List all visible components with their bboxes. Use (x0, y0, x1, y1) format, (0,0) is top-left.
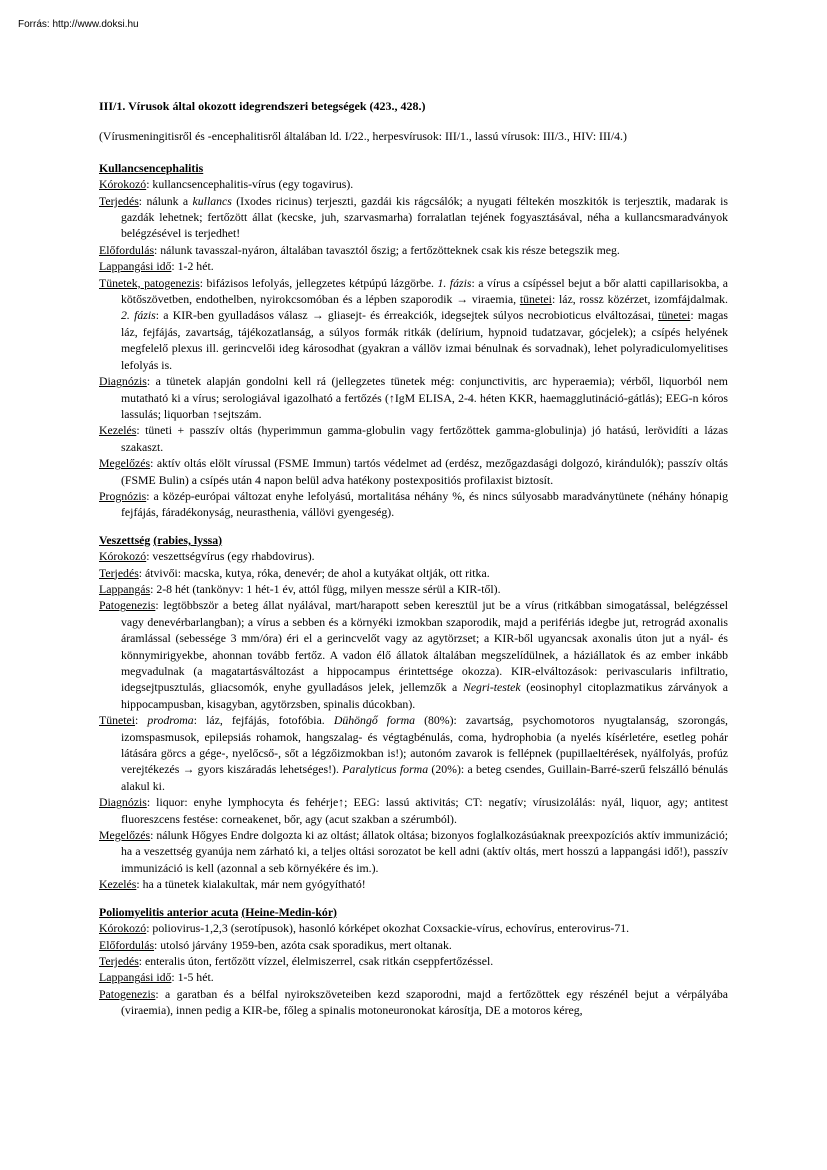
section-polio (99, 904, 728, 1019)
entry-label: Kezelés (99, 423, 137, 438)
section-heading: Veszettség (rabies, lyssa) (99, 532, 223, 547)
entry-text: : nálunk Hőgyes Endre dolgozta ki az oltást; állatok oltása; bizonyos foglalkozásúaknak preexpozíciós aktív immunizáció; ha a veszettség gyanúja nem zárható ki, a teljes oltási sorozatot be kell adni (aktív oltás, mert hosszú a lappangási idő!), passzív immunizáció is kell (azonnal a seb környékére és im.). (121, 828, 728, 875)
entry-text: : enteralis úton, fertőzött vízzel, élelmiszerrel, csak ritkán cseppfertőzéssel. (138, 953, 494, 968)
entry-label: Lappangási idő (99, 970, 172, 985)
entry-text: : 1-5 hét. (171, 970, 214, 985)
sections-container (99, 160, 728, 1019)
entry-label: Lappangás (99, 581, 151, 596)
entry-text: : prodroma: láz, fejfájás, fotofóbia. Dühöngő forma (80%): zavartság, psychomotoros nyugtalanság, szorongás, izomspasmusok, epilepsiás rohamok, hangszalag- és végtagbénulás, coma, hydrophobia (a nyelés kísérletére, esetleg pohár látására görcs a gége-, nyelőcső-, sőt a légzőizmokban is!); autonóm zavarok is fellépnek (pupillaeltérések, nyálfolyás, profúz verejtékezés → gyors kiszáradás lehetséges!). Paralyticus forma (20%): a beteg csendes, Guillain-Barré-szerű felszálló bénulás alakul ki. (121, 713, 729, 793)
entry-paragraph (99, 242, 728, 258)
entry-paragraph (99, 422, 728, 455)
entry-text: : kullancsencephalitis-vírus (egy togavirus). (146, 177, 354, 192)
entry-text: : utolsó járvány 1959-ben, azóta csak sporadikus, mert oltanak. (154, 937, 452, 952)
entry-paragraph (99, 920, 728, 936)
entry-text: : liquor: enyhe lymphocyta és fehérje↑; EEG: lassú aktivitás; CT: negatív; vírusizolálás: nyál, liquor, agy; antitest fluoreszcens festése: corneakenet, bőr, agy (acut szakban a szérumból). (121, 795, 728, 826)
entry-label: Lappangási idő (99, 259, 172, 274)
entry-text: : aktív oltás elölt vírussal (FSME Immun) tartós védelmet ad (erdész, mezőgazdasági dolgozó, kirándulók); passzív oltás (FSME Bulin) a csípés után 4 napon belül adva hatékony postexpositiós profilaxist biztosít. (121, 456, 728, 487)
entry-paragraph (99, 275, 728, 373)
entry-paragraph (99, 597, 728, 712)
entry-label: Terjedés (99, 565, 139, 580)
entry-text: : a garatban és a bélfal nyirokszöveteiben kezd szaporodni, majd a fertőzöttek egy részénél bejut a vérpályába (viraemia), innen pedig a KIR-be, főleg a spinalis motoneuronokat károsítja, DE a motoros kéreg, (121, 986, 728, 1018)
entry-paragraph (99, 455, 728, 488)
entry-paragraph (99, 565, 728, 581)
entry-paragraph (99, 581, 728, 597)
entry-text: : legtöbbször a beteg állat nyálával, mart/harapott seben keresztül jut be a vírus (ritkábban simogatással, belégzéssel vagy denevérbarlangban); a vírus a sebben és a környéki izmokban szaporodik, majd a perifériás idegbe jut, retrográd axonalis áramlással (sebessége 3 mm/óra) éri el a gerincvelőt vagy az agytörzset; a KIR-ből ugyancsak axonalis úton jut a nyál- és könnymirigyekbe, ahonnan tovább fertőz. A vadon élő állatok általában megszelídülnek, a háziállatok és az ember inkább megvadulnak (a magatartásváltozást a hippocampus érintettsége okozza). KIR-elváltozások: perivascularis infiltratio, idegsejtpusztulás, gliacsomók, enyhe gyulladásos jelek, jellemzők a Negri-testek (eosinophyl citoplazmatikus zárványok a hippocampusban, kisagyban, agytörzsben, spinalis dúcokban). (121, 598, 728, 711)
entry-text: : ha a tünetek kialakultak, már nem gyógyítható! (136, 877, 366, 892)
section-kullancs (99, 160, 728, 521)
entry-text: : tüneti + passzív oltás (hyperimmun gamma-globulin vagy fertőzöttek gamma-globulinja) jó hatású, lerövidíti a lázas szakaszt. (121, 423, 728, 454)
entry-label: Diagnózis (99, 374, 147, 389)
entry-paragraph (99, 712, 728, 794)
entry-text: : 2-8 hét (tankönyv: 1 hét-1 év, attól függ, milyen messze sérül a KIR-től). (150, 581, 501, 596)
entry-label: Megelőzés (99, 456, 151, 471)
entry-label: Terjedés (99, 953, 139, 968)
entry-text: : veszettségvírus (egy rhabdovirus). (146, 549, 315, 564)
entry-text: : nálunk a kullancs (Ixodes ricinus) terjeszti, gazdái kis rágcsálók; a nyugati féltekén moszkitók is terjesztik, madarak is gazdák lehetnek; fertőzött állat (kecske, juh, szarvasmarha) forralatlan tejének fogyasztásával, néha a kullancsmaradványok belégzésével is terjedhet! (121, 193, 729, 241)
entry-label: Kórokozó (99, 549, 147, 564)
entry-text: : poliovirus-1,2,3 (serotípusok), hasonló kórképet okozhat Coxsackie-vírus, echovírus, enterovirus-71. (146, 921, 630, 936)
section-veszettseg (99, 532, 728, 893)
entry-paragraph (99, 937, 728, 953)
entry-label: Tünetek, patogenezis (99, 275, 200, 290)
section-heading: Poliomyelitis anterior acuta (Heine-Medin-kór) (99, 904, 337, 919)
entry-paragraph (99, 258, 728, 274)
document-page (99, 98, 728, 1030)
entry-paragraph (99, 953, 728, 969)
entry-label: Megelőzés (99, 828, 151, 843)
entry-paragraph (99, 176, 728, 192)
source-caption: Forrás: http://www.doksi.hu (18, 19, 139, 30)
entry-label: Előfordulás (99, 242, 155, 257)
entry-text: : a tünetek alapján gondolni kell rá (jellegzetes tünetek még: conjunctivitis, arc hyperaemia); vérből, liquorból nem mutatható ki a vírus; serologiával igazolható a fertőzés (↑IgM ELISA, 2-4. héten KKR, haemagglutináció-gátlás); EEG-n kóros lassulás; liquorban ↑sejtszám. (121, 374, 728, 421)
entry-text: : bifázisos lefolyás, jellegzetes kétpúpú lázgörbe. 1. fázis: a vírus a csípéssel bejut a bőr alatti capillarisokba, a kötőszövetben, endothelben, nyirokcsomóban és a lépben szaporodik → viraemia, tünetei: láz, rossz közérzet, izomfájdalmak. 2. fázis: a KIR-ben gyulladásos válasz → gliasejt- és érreakciók, idegsejtek súlyos necrobioticus elváltozásai, tünetei: magas láz, fejfájás, zavartság, tájékozatlanság, a súlyos formák ritkák (delírium, hypnoid tudatzavar, gócjelek); a csípés helyének megfelelő plexus ill. gerincvelői ideg károsodhat (gyakran a vállöv izmai bénulnak és sorvadnak), lehet polyradiculomyelitises lefolyás is. (121, 275, 728, 372)
entry-paragraph (99, 986, 728, 1019)
entry-text: : nálunk tavasszal-nyáron, általában tavasztól őszig; a fertőzötteknek csak kis része betegszik meg. (154, 242, 620, 257)
intro-note: (Vírusmeningitisről és -encephalitisről általában ld. I/22., herpesvírusok: III/1., lassú vírusok: III/3., HIV: III/4.) (99, 129, 627, 144)
entry-label: Terjedés (99, 193, 139, 208)
entry-label: Patogenezis (99, 986, 156, 1001)
entry-label: Kórokozó (99, 177, 147, 192)
entry-text: : átvivői: macska, kutya, róka, denevér; de ahol a kutyákat oltják, ott ritka. (138, 565, 490, 580)
entry-label: Kórokozó (99, 921, 147, 936)
entry-label: Kezelés (99, 877, 137, 892)
entry-paragraph (99, 548, 728, 564)
entry-paragraph (99, 488, 728, 521)
entry-paragraph (99, 876, 728, 892)
entry-label: Tünetei (99, 713, 136, 728)
entry-label: Előfordulás (99, 937, 155, 952)
entry-text: : a közép-európai változat enyhe lefolyású, mortalitása néhány %, és nincs súlyosabb maradványtünete (néhány hónapig fejfájás, fáradékonyság, neurasthenia, vállövi gyengeség). (121, 488, 728, 520)
entry-label: Patogenezis (99, 598, 156, 613)
entry-text: : 1-2 hét. (171, 259, 214, 274)
entry-label: Diagnózis (99, 795, 147, 810)
entry-paragraph (99, 373, 728, 422)
section-heading: Kullancsencephalitis (99, 160, 204, 175)
entry-paragraph (99, 794, 728, 827)
entry-label: Prognózis (99, 488, 147, 503)
entry-paragraph (99, 969, 728, 985)
entry-paragraph (99, 193, 728, 242)
document-title: III/1. Vírusok által okozott idegrendszeri betegségek (423., 428.) (99, 99, 426, 113)
entry-paragraph (99, 827, 728, 876)
